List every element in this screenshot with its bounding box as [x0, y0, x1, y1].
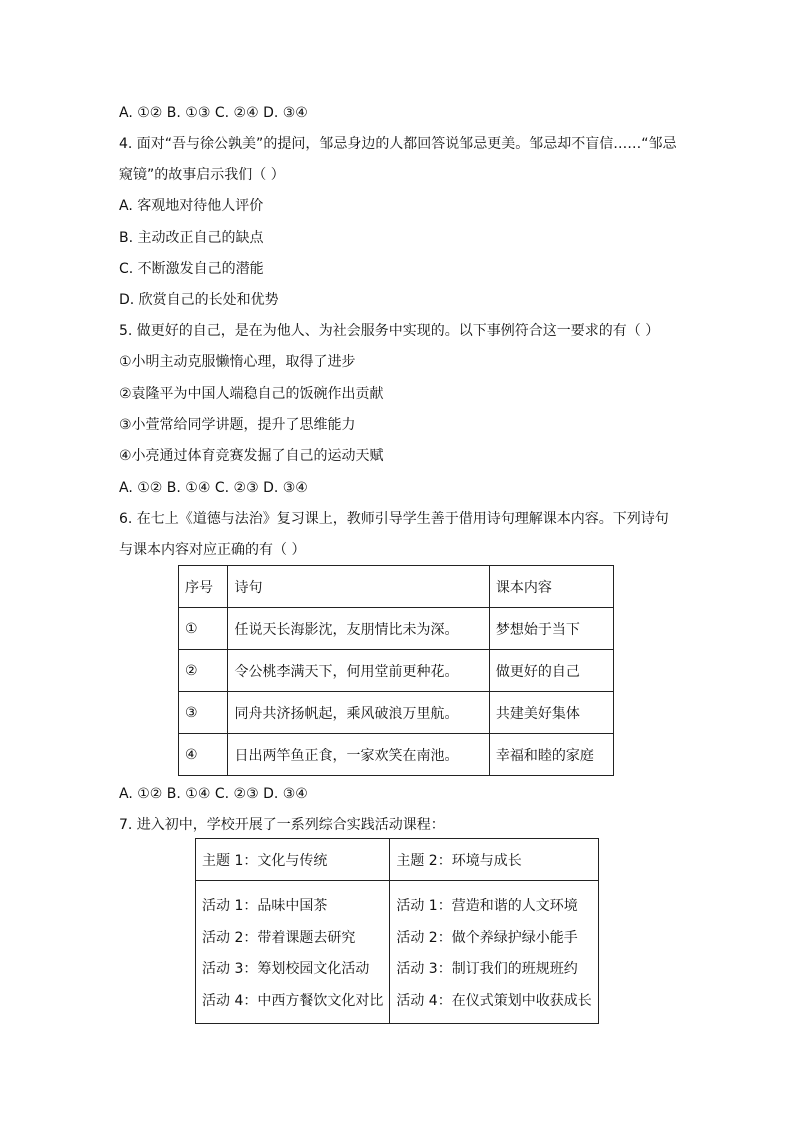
header-cell: 序号 — [179, 566, 228, 608]
q4-stem-line1: 4. 面对“吾与徐公孰美”的提问，邹忌身边的人都回答说邹忌更美。邹忌却不盲信……“邹忌 — [119, 136, 677, 152]
table-cell: 同舟共济扬帆起，乘风破浪万里航。 — [228, 692, 489, 734]
q7-stem: 7. 进入初中，学校开展了一系列综合实践活动课程： — [119, 817, 445, 833]
table-cell: 任说天长海影沈，友朋情比未为深。 — [228, 608, 489, 650]
activity-item: 活动 2：做个养绿护绿小能手 — [396, 929, 578, 946]
table-cell: ③ — [179, 692, 228, 734]
q5-item-3: ③小萱常给同学讲题，提升了思维能力 — [119, 417, 356, 433]
table-row — [179, 692, 614, 734]
header-cell: 诗句 — [228, 566, 489, 608]
table-cell: 令公桃李满天下，何用堂前更种花。 — [228, 650, 489, 692]
q6-options: A. ①② B. ①④ C. ②③ D. ③④ — [119, 786, 308, 802]
q6-stem-line1: 6. 在七上《道德与法治》复习课上，教师引导学生善于借用诗句理解课本内容。下列诗句 — [119, 511, 669, 527]
table-cell: 做更好的自己 — [489, 650, 613, 692]
q5-item-1: ①小明主动克服懒惰心理，取得了进步 — [119, 354, 356, 370]
q6-stem-line2: 与课本内容对应正确的有（ ） — [119, 542, 306, 558]
q5-stem: 5. 做更好的自己，是在为他人、为社会服务中实现的。以下事例符合这一要求的有（ ） — [119, 323, 660, 339]
q5-options: A. ①② B. ①④ C. ②③ D. ③④ — [119, 480, 308, 496]
activity-item: 活动 4：在仪式策划中收获成长 — [396, 992, 592, 1009]
table-cell: 幸福和睦的家庭 — [489, 734, 613, 776]
q4-option-a: A. 客观地对待他人评价 — [119, 198, 264, 214]
table-row — [179, 608, 614, 650]
q4-option-d: D. 欣赏自己的长处和优势 — [119, 292, 279, 308]
table-row — [179, 734, 614, 776]
table-cell: 共建美好集体 — [489, 692, 613, 734]
theme2-activities — [390, 881, 598, 1024]
table-row — [196, 881, 599, 1024]
poem-table — [178, 565, 614, 776]
theme1-title: 主题 1：文化与传统 — [196, 839, 390, 881]
table-cell: 梦想始于当下 — [489, 608, 613, 650]
q4-stem-line2: 窥镜”的故事启示我们（ ） — [119, 167, 285, 183]
table-cell: 日出两竿鱼正食，一家欢笑在南池。 — [228, 734, 489, 776]
q4-option-c: C. 不断激发自己的潜能 — [119, 261, 264, 277]
activity-item: 活动 3：筹划校园文化活动 — [202, 961, 370, 977]
table-cell: ④ — [179, 734, 228, 776]
theme1-activities — [196, 881, 390, 1024]
activity-table — [195, 838, 599, 1024]
q5-item-2: ②袁隆平为中国人端稳自己的饭碗作出贡献 — [119, 386, 384, 402]
table-cell: ① — [179, 608, 228, 650]
q3-options: A. ①② B. ①③ C. ②④ D. ③④ — [119, 105, 308, 121]
activity-item: 活动 3：制订我们的班规班约 — [396, 961, 578, 977]
q4-option-b: B. 主动改正自己的缺点 — [119, 230, 264, 246]
table-cell: ② — [179, 650, 228, 692]
theme2-title: 主题 2：环境与成长 — [390, 839, 598, 881]
table-row — [179, 650, 614, 692]
activity-item: 活动 2：带着课题去研究 — [202, 929, 356, 946]
activity-item: 活动 1：品味中国茶 — [202, 898, 328, 914]
table-header-row — [196, 839, 599, 881]
activity-item: 活动 4：中西方餐饮文化对比 — [202, 992, 384, 1009]
header-cell: 课本内容 — [489, 566, 613, 608]
q5-item-4: ④小亮通过体育竞赛发掘了自己的运动天赋 — [119, 448, 384, 464]
activity-item: 活动 1：营造和谐的人文环境 — [396, 898, 578, 914]
table-header-row — [179, 566, 614, 608]
